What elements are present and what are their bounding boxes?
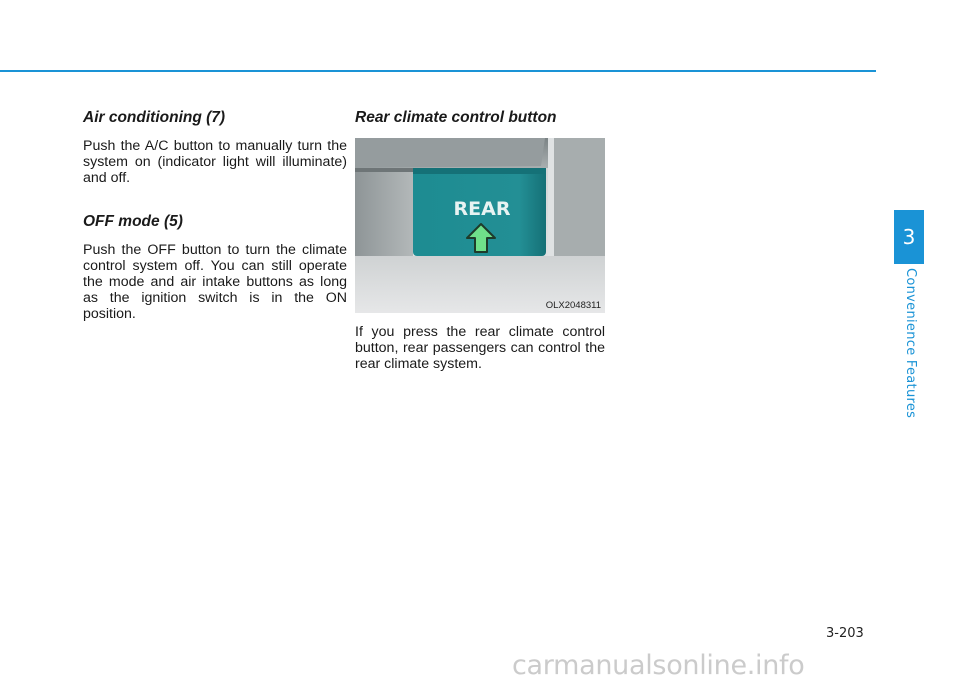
rear-climate-heading: Rear climate control button: [355, 109, 557, 126]
off-mode-body: Push the OFF button to turn the climate control system off. You can still operate the mode and air intake buttons as long as the ignition switch is in the ON position.: [83, 242, 347, 322]
chapter-tab: [894, 210, 924, 264]
watermark-text: carmanualsonline.info: [512, 650, 805, 681]
chapter-title: Convenience Features: [903, 268, 918, 419]
top-rule: [0, 70, 876, 72]
rear-button-label: REAR: [453, 198, 511, 220]
off-mode-heading: OFF mode (5): [83, 213, 183, 230]
rear-climate-body: If you press the rear climate control button, rear passengers can control the rear climate system.: [355, 324, 605, 372]
rear-button-illustration: [355, 138, 605, 313]
chapter-number: 3: [902, 225, 916, 249]
rear-button-figure: [355, 138, 605, 313]
ac-heading: Air conditioning (7): [83, 109, 226, 126]
middle-column: [355, 108, 605, 372]
page-number: 3-203: [826, 626, 864, 641]
ac-body: Push the A/C button to manually turn the system on (indicator light will illuminate) and off.: [83, 138, 347, 186]
left-column: [83, 108, 347, 322]
figure-code: OLX2048311: [545, 300, 601, 311]
